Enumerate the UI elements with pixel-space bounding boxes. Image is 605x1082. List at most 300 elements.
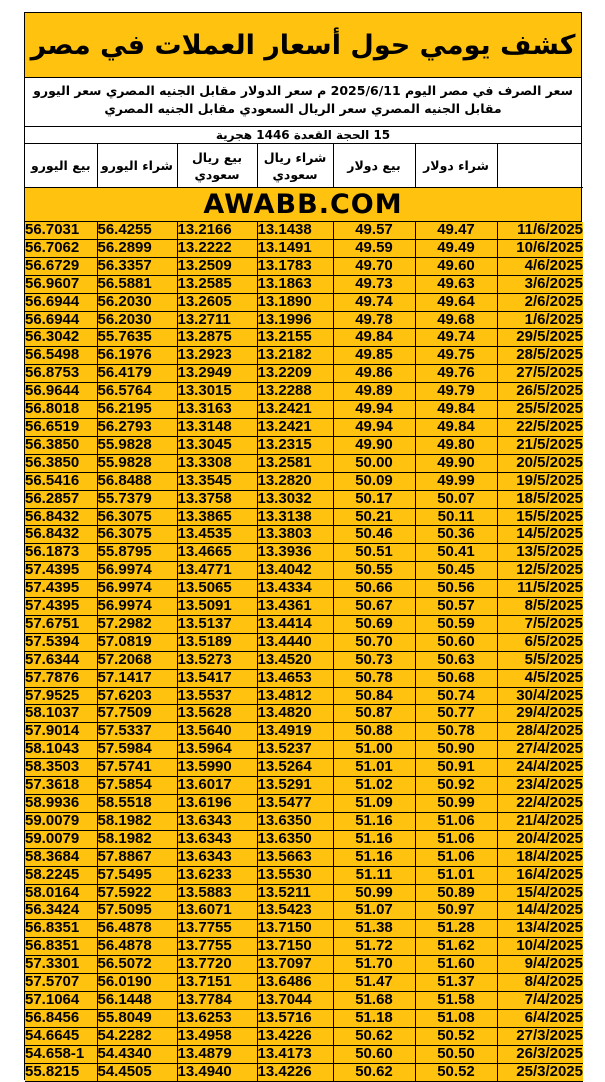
eur-sell-cell: 56.3850 <box>25 454 97 472</box>
eur-sell-cell: 57.4395 <box>25 580 97 598</box>
eur-sell-cell: 56.8753 <box>25 365 97 383</box>
sar-sell-cell: 13.2222 <box>177 239 257 257</box>
usd-sell-cell: 50.84 <box>333 687 415 705</box>
usd-sell-cell: 51.47 <box>333 974 415 992</box>
table-row <box>25 920 583 938</box>
sar-buy-cell: 13.2288 <box>257 383 333 401</box>
eur-buy-cell: 55.9828 <box>97 454 177 472</box>
sar-sell-cell: 13.6196 <box>177 795 257 813</box>
eur-buy-cell: 55.7635 <box>97 329 177 347</box>
date-cell: 29/4/2025 <box>497 705 583 723</box>
table-row <box>25 454 583 472</box>
table-row <box>25 830 583 848</box>
sar-sell-cell: 13.5273 <box>177 651 257 669</box>
sar-sell-cell: 13.7755 <box>177 920 257 938</box>
sar-sell-cell: 13.5065 <box>177 580 257 598</box>
sar-sell-cell: 13.3308 <box>177 454 257 472</box>
sar-sell-cell: 13.6071 <box>177 902 257 920</box>
usd-sell-cell: 50.78 <box>333 669 415 687</box>
rates-table <box>25 222 583 1082</box>
eur-sell-cell: 56.3850 <box>25 436 97 454</box>
eur-sell-cell: 56.8456 <box>25 1009 97 1027</box>
usd-buy-cell: 51.01 <box>415 866 497 884</box>
sar-buy-cell: 13.2315 <box>257 436 333 454</box>
eur-buy-cell: 55.8795 <box>97 544 177 562</box>
table-row <box>25 239 583 257</box>
eur-sell-cell: 58.0164 <box>25 884 97 902</box>
table-row <box>25 257 583 275</box>
table-row <box>25 329 583 347</box>
usd-buy-cell: 51.06 <box>415 830 497 848</box>
table-row <box>25 795 583 813</box>
eur-buy-cell: 56.1976 <box>97 347 177 365</box>
usd-sell-cell: 49.94 <box>333 418 415 436</box>
eur-sell-cell: 56.5498 <box>25 347 97 365</box>
sar-buy-cell: 13.4042 <box>257 562 333 580</box>
usd-buy-cell: 50.92 <box>415 777 497 795</box>
usd-sell-cell: 50.00 <box>333 454 415 472</box>
eur-sell-cell: 56.5416 <box>25 472 97 490</box>
date-cell: 7/5/2025 <box>497 615 583 633</box>
header-date <box>497 144 583 188</box>
eur-buy-cell: 56.5072 <box>97 956 177 974</box>
brand-banner: AWABB.COM <box>25 188 581 222</box>
sar-buy-cell: 13.2155 <box>257 329 333 347</box>
table-row <box>25 777 583 795</box>
sar-sell-cell: 13.2166 <box>177 222 257 239</box>
usd-sell-cell: 50.21 <box>333 508 415 526</box>
date-cell: 7/4/2025 <box>497 991 583 1009</box>
date-cell: 8/5/2025 <box>497 598 583 616</box>
eur-buy-cell: 55.8049 <box>97 1009 177 1027</box>
usd-buy-cell: 50.99 <box>415 795 497 813</box>
date-cell: 11/5/2025 <box>497 580 583 598</box>
eur-sell-cell: 57.4395 <box>25 562 97 580</box>
sar-sell-cell: 13.4665 <box>177 544 257 562</box>
eur-buy-cell: 56.3075 <box>97 526 177 544</box>
eur-buy-cell: 57.6203 <box>97 687 177 705</box>
sar-sell-cell: 13.5137 <box>177 615 257 633</box>
eur-sell-cell: 57.4395 <box>25 598 97 616</box>
date-cell: 28/4/2025 <box>497 723 583 741</box>
usd-buy-cell: 50.50 <box>415 1045 497 1063</box>
eur-buy-cell: 57.1417 <box>97 669 177 687</box>
sar-buy-cell: 13.1996 <box>257 311 333 329</box>
table-row <box>25 562 583 580</box>
date-cell: 14/5/2025 <box>497 526 583 544</box>
date-cell: 27/3/2025 <box>497 1027 583 1045</box>
usd-sell-cell: 50.17 <box>333 490 415 508</box>
eur-sell-cell: 56.3042 <box>25 329 97 347</box>
sar-sell-cell: 13.2923 <box>177 347 257 365</box>
eur-buy-cell: 56.4179 <box>97 365 177 383</box>
sar-buy-cell: 13.2581 <box>257 454 333 472</box>
sar-buy-cell: 13.1438 <box>257 222 333 239</box>
eur-buy-cell: 56.0190 <box>97 974 177 992</box>
usd-sell-cell: 51.01 <box>333 759 415 777</box>
eur-buy-cell: 56.4255 <box>97 222 177 239</box>
sar-sell-cell: 13.5990 <box>177 759 257 777</box>
sar-buy-cell: 13.4414 <box>257 615 333 633</box>
sar-buy-cell: 13.3803 <box>257 526 333 544</box>
date-cell: 6/5/2025 <box>497 633 583 651</box>
usd-buy-cell: 50.91 <box>415 759 497 777</box>
header-eur-sell: بيع اليورو <box>25 144 97 188</box>
eur-buy-cell: 56.1448 <box>97 991 177 1009</box>
eur-buy-cell: 57.5495 <box>97 866 177 884</box>
table-row <box>25 902 583 920</box>
eur-buy-cell: 58.1982 <box>97 830 177 848</box>
usd-sell-cell: 49.70 <box>333 257 415 275</box>
eur-sell-cell: 56.9644 <box>25 383 97 401</box>
sar-sell-cell: 13.5964 <box>177 741 257 759</box>
usd-sell-cell: 49.94 <box>333 401 415 419</box>
date-cell: 25/5/2025 <box>497 401 583 419</box>
usd-buy-cell: 51.60 <box>415 956 497 974</box>
table-row <box>25 472 583 490</box>
hijri-date: 15 الحجة القعدة 1446 هجرية <box>25 127 581 144</box>
eur-buy-cell: 57.2068 <box>97 651 177 669</box>
sar-buy-cell: 13.2820 <box>257 472 333 490</box>
eur-buy-cell: 56.9974 <box>97 598 177 616</box>
usd-buy-cell: 50.36 <box>415 526 497 544</box>
table-row <box>25 705 583 723</box>
usd-buy-cell: 50.41 <box>415 544 497 562</box>
eur-buy-cell: 56.4878 <box>97 920 177 938</box>
sar-sell-cell: 13.5091 <box>177 598 257 616</box>
table-row <box>25 1063 583 1081</box>
usd-sell-cell: 49.57 <box>333 222 415 239</box>
sar-sell-cell: 13.2711 <box>177 311 257 329</box>
usd-sell-cell: 50.62 <box>333 1063 415 1081</box>
eur-sell-cell: 58.9936 <box>25 795 97 813</box>
sar-sell-cell: 13.2949 <box>177 365 257 383</box>
eur-sell-cell: 56.6944 <box>25 311 97 329</box>
sar-buy-cell: 13.5237 <box>257 741 333 759</box>
usd-sell-cell: 49.74 <box>333 293 415 311</box>
date-cell: 23/4/2025 <box>497 777 583 795</box>
description-text: سعر الصرف في مصر اليوم 2025/6/11 م سعر الدولار مقابل الجنيه المصري سعر اليورو مقابل الجنيه المصري سعر الريال السعودي مقابل الجنيه المصري <box>25 78 581 127</box>
eur-sell-cell: 58.3684 <box>25 848 97 866</box>
date-cell: 20/5/2025 <box>497 454 583 472</box>
sar-buy-cell: 13.4520 <box>257 651 333 669</box>
sar-buy-cell: 13.3032 <box>257 490 333 508</box>
usd-buy-cell: 50.45 <box>415 562 497 580</box>
header-usd-sell: بيع دولار <box>333 144 415 188</box>
table-row <box>25 723 583 741</box>
table-row <box>25 759 583 777</box>
table-row <box>25 347 583 365</box>
usd-buy-cell: 49.60 <box>415 257 497 275</box>
sar-buy-cell: 13.4440 <box>257 633 333 651</box>
usd-buy-cell: 49.75 <box>415 347 497 365</box>
usd-sell-cell: 51.70 <box>333 956 415 974</box>
sar-buy-cell: 13.1863 <box>257 275 333 293</box>
eur-buy-cell: 56.2195 <box>97 401 177 419</box>
usd-sell-cell: 50.87 <box>333 705 415 723</box>
sar-sell-cell: 13.5537 <box>177 687 257 705</box>
usd-buy-cell: 49.76 <box>415 365 497 383</box>
eur-buy-cell: 55.9828 <box>97 436 177 454</box>
usd-sell-cell: 49.85 <box>333 347 415 365</box>
eur-buy-cell: 57.5922 <box>97 884 177 902</box>
eur-buy-cell: 54.2282 <box>97 1027 177 1045</box>
usd-sell-cell: 49.90 <box>333 436 415 454</box>
sar-buy-cell: 13.1491 <box>257 239 333 257</box>
usd-buy-cell: 49.90 <box>415 454 497 472</box>
sar-sell-cell: 13.3545 <box>177 472 257 490</box>
usd-buy-cell: 49.49 <box>415 239 497 257</box>
date-cell: 6/4/2025 <box>497 1009 583 1027</box>
date-cell: 18/5/2025 <box>497 490 583 508</box>
table-row <box>25 974 583 992</box>
sar-buy-cell: 13.7044 <box>257 991 333 1009</box>
eur-sell-cell: 57.1064 <box>25 991 97 1009</box>
table-row <box>25 222 583 239</box>
eur-sell-cell: 59.0079 <box>25 812 97 830</box>
column-header-row <box>25 144 583 188</box>
eur-buy-cell: 57.8867 <box>97 848 177 866</box>
usd-buy-cell: 50.78 <box>415 723 497 741</box>
usd-sell-cell: 50.66 <box>333 580 415 598</box>
eur-sell-cell: 56.6944 <box>25 293 97 311</box>
usd-buy-cell: 50.11 <box>415 508 497 526</box>
usd-buy-cell: 51.28 <box>415 920 497 938</box>
eur-buy-cell: 56.8488 <box>97 472 177 490</box>
date-cell: 26/3/2025 <box>497 1045 583 1063</box>
usd-sell-cell: 51.00 <box>333 741 415 759</box>
eur-buy-cell: 57.0819 <box>97 633 177 651</box>
eur-sell-cell: 57.6344 <box>25 651 97 669</box>
sar-sell-cell: 13.4879 <box>177 1045 257 1063</box>
eur-buy-cell: 56.5881 <box>97 275 177 293</box>
page-title: كشف يومي حول أسعار العملات في مصر <box>25 13 581 78</box>
table-row <box>25 669 583 687</box>
eur-sell-cell: 56.7062 <box>25 239 97 257</box>
eur-sell-cell: 58.2245 <box>25 866 97 884</box>
sar-buy-cell: 13.7150 <box>257 938 333 956</box>
date-cell: 19/5/2025 <box>497 472 583 490</box>
usd-sell-cell: 50.88 <box>333 723 415 741</box>
sar-sell-cell: 13.6253 <box>177 1009 257 1027</box>
eur-buy-cell: 57.2982 <box>97 615 177 633</box>
sar-buy-cell: 13.7097 <box>257 956 333 974</box>
sar-buy-cell: 13.5477 <box>257 795 333 813</box>
date-cell: 26/5/2025 <box>497 383 583 401</box>
usd-sell-cell: 50.69 <box>333 615 415 633</box>
date-cell: 1/6/2025 <box>497 311 583 329</box>
table-row <box>25 848 583 866</box>
sar-sell-cell: 13.3148 <box>177 418 257 436</box>
table-row <box>25 741 583 759</box>
usd-buy-cell: 51.06 <box>415 812 497 830</box>
sar-buy-cell: 13.4226 <box>257 1027 333 1045</box>
sar-sell-cell: 13.3045 <box>177 436 257 454</box>
date-cell: 24/4/2025 <box>497 759 583 777</box>
sar-sell-cell: 13.6343 <box>177 848 257 866</box>
header-sar-buy: شراء ريال سعودي <box>257 144 333 188</box>
eur-sell-cell: 58.1037 <box>25 705 97 723</box>
usd-buy-cell: 50.89 <box>415 884 497 902</box>
sar-sell-cell: 13.5417 <box>177 669 257 687</box>
usd-buy-cell: 49.84 <box>415 401 497 419</box>
usd-buy-cell: 50.57 <box>415 598 497 616</box>
date-cell: 5/5/2025 <box>497 651 583 669</box>
usd-buy-cell: 50.07 <box>415 490 497 508</box>
usd-buy-cell: 50.68 <box>415 669 497 687</box>
date-cell: 13/4/2025 <box>497 920 583 938</box>
usd-sell-cell: 51.16 <box>333 830 415 848</box>
date-cell: 21/5/2025 <box>497 436 583 454</box>
date-cell: 12/5/2025 <box>497 562 583 580</box>
eur-sell-cell: 56.8018 <box>25 401 97 419</box>
date-cell: 27/4/2025 <box>497 741 583 759</box>
eur-buy-cell: 57.5741 <box>97 759 177 777</box>
sar-buy-cell: 13.5530 <box>257 866 333 884</box>
sar-buy-cell: 13.2421 <box>257 401 333 419</box>
eur-buy-cell: 56.2899 <box>97 239 177 257</box>
eur-sell-cell: 55.8215 <box>25 1063 97 1081</box>
date-cell: 15/5/2025 <box>497 508 583 526</box>
eur-sell-cell: 58.1043 <box>25 741 97 759</box>
date-cell: 22/4/2025 <box>497 795 583 813</box>
usd-sell-cell: 51.18 <box>333 1009 415 1027</box>
eur-buy-cell: 57.5337 <box>97 723 177 741</box>
date-cell: 8/4/2025 <box>497 974 583 992</box>
eur-sell-cell: 57.9525 <box>25 687 97 705</box>
eur-sell-cell: 57.7876 <box>25 669 97 687</box>
table-row <box>25 401 583 419</box>
eur-sell-cell: 56.3424 <box>25 902 97 920</box>
date-cell: 22/5/2025 <box>497 418 583 436</box>
eur-buy-cell: 58.1982 <box>97 812 177 830</box>
eur-buy-cell: 56.2030 <box>97 293 177 311</box>
table-row <box>25 1045 583 1063</box>
eur-sell-cell: 57.5707 <box>25 974 97 992</box>
sar-buy-cell: 13.3138 <box>257 508 333 526</box>
eur-sell-cell: 56.8432 <box>25 508 97 526</box>
sar-buy-cell: 13.4820 <box>257 705 333 723</box>
usd-sell-cell: 49.78 <box>333 311 415 329</box>
table-row <box>25 956 583 974</box>
table-row <box>25 1009 583 1027</box>
table-row <box>25 651 583 669</box>
sar-buy-cell: 13.4173 <box>257 1045 333 1063</box>
usd-buy-cell: 50.63 <box>415 651 497 669</box>
sar-sell-cell: 13.5628 <box>177 705 257 723</box>
table-row <box>25 938 583 956</box>
date-cell: 30/4/2025 <box>497 687 583 705</box>
table-row <box>25 418 583 436</box>
sar-buy-cell: 13.1890 <box>257 293 333 311</box>
usd-buy-cell: 49.68 <box>415 311 497 329</box>
sar-sell-cell: 13.7151 <box>177 974 257 992</box>
table-row <box>25 633 583 651</box>
table-row <box>25 365 583 383</box>
usd-sell-cell: 50.99 <box>333 884 415 902</box>
date-cell: 4/5/2025 <box>497 669 583 687</box>
sar-sell-cell: 13.6343 <box>177 830 257 848</box>
sar-sell-cell: 13.5640 <box>177 723 257 741</box>
sar-sell-cell: 13.2585 <box>177 275 257 293</box>
table-row <box>25 687 583 705</box>
usd-buy-cell: 51.58 <box>415 991 497 1009</box>
sar-sell-cell: 13.6233 <box>177 866 257 884</box>
eur-buy-cell: 58.5518 <box>97 795 177 813</box>
sar-sell-cell: 13.2509 <box>177 257 257 275</box>
eur-buy-cell: 56.2793 <box>97 418 177 436</box>
sar-sell-cell: 13.4771 <box>177 562 257 580</box>
usd-sell-cell: 50.73 <box>333 651 415 669</box>
date-cell: 2/6/2025 <box>497 293 583 311</box>
usd-buy-cell: 51.06 <box>415 848 497 866</box>
usd-buy-cell: 50.77 <box>415 705 497 723</box>
date-cell: 3/6/2025 <box>497 275 583 293</box>
table-row <box>25 812 583 830</box>
date-cell: 10/4/2025 <box>497 938 583 956</box>
sar-sell-cell: 13.3163 <box>177 401 257 419</box>
date-cell: 11/6/2025 <box>497 222 583 239</box>
sar-buy-cell: 13.4361 <box>257 598 333 616</box>
usd-sell-cell: 49.89 <box>333 383 415 401</box>
table-row <box>25 866 583 884</box>
usd-sell-cell: 51.16 <box>333 812 415 830</box>
date-cell: 9/4/2025 <box>497 956 583 974</box>
sar-sell-cell: 13.4958 <box>177 1027 257 1045</box>
header-eur-buy: شراء اليورو <box>97 144 177 188</box>
eur-sell-cell: 56.2857 <box>25 490 97 508</box>
usd-sell-cell: 51.02 <box>333 777 415 795</box>
date-cell: 28/5/2025 <box>497 347 583 365</box>
eur-sell-cell: 57.3301 <box>25 956 97 974</box>
table-row <box>25 383 583 401</box>
table-row <box>25 436 583 454</box>
eur-sell-cell: 56.8351 <box>25 938 97 956</box>
usd-buy-cell: 51.37 <box>415 974 497 992</box>
eur-sell-cell: 57.9014 <box>25 723 97 741</box>
sar-sell-cell: 13.2605 <box>177 293 257 311</box>
sar-sell-cell: 13.5883 <box>177 884 257 902</box>
sar-sell-cell: 13.3015 <box>177 383 257 401</box>
eur-sell-cell: 57.6751 <box>25 615 97 633</box>
table-row <box>25 275 583 293</box>
sar-buy-cell: 13.4653 <box>257 669 333 687</box>
sar-buy-cell: 13.4334 <box>257 580 333 598</box>
date-cell: 13/5/2025 <box>497 544 583 562</box>
usd-buy-cell: 50.60 <box>415 633 497 651</box>
sar-buy-cell: 13.2182 <box>257 347 333 365</box>
table-row <box>25 598 583 616</box>
sar-sell-cell: 13.4940 <box>177 1063 257 1081</box>
eur-buy-cell: 57.7509 <box>97 705 177 723</box>
table-row <box>25 508 583 526</box>
eur-sell-cell: 57.3618 <box>25 777 97 795</box>
usd-sell-cell: 50.67 <box>333 598 415 616</box>
date-cell: 25/3/2025 <box>497 1063 583 1081</box>
sar-sell-cell: 13.7784 <box>177 991 257 1009</box>
header-sar-sell: بيع ريال سعودي <box>177 144 257 188</box>
date-cell: 16/4/2025 <box>497 866 583 884</box>
usd-sell-cell: 50.62 <box>333 1027 415 1045</box>
usd-sell-cell: 51.11 <box>333 866 415 884</box>
sar-buy-cell: 13.1783 <box>257 257 333 275</box>
eur-sell-cell: 56.8432 <box>25 526 97 544</box>
sar-sell-cell: 13.2875 <box>177 329 257 347</box>
eur-sell-cell: 58.3503 <box>25 759 97 777</box>
header-usd-buy: شراء دولار <box>415 144 497 188</box>
sar-buy-cell: 13.5264 <box>257 759 333 777</box>
sar-buy-cell: 13.5423 <box>257 902 333 920</box>
